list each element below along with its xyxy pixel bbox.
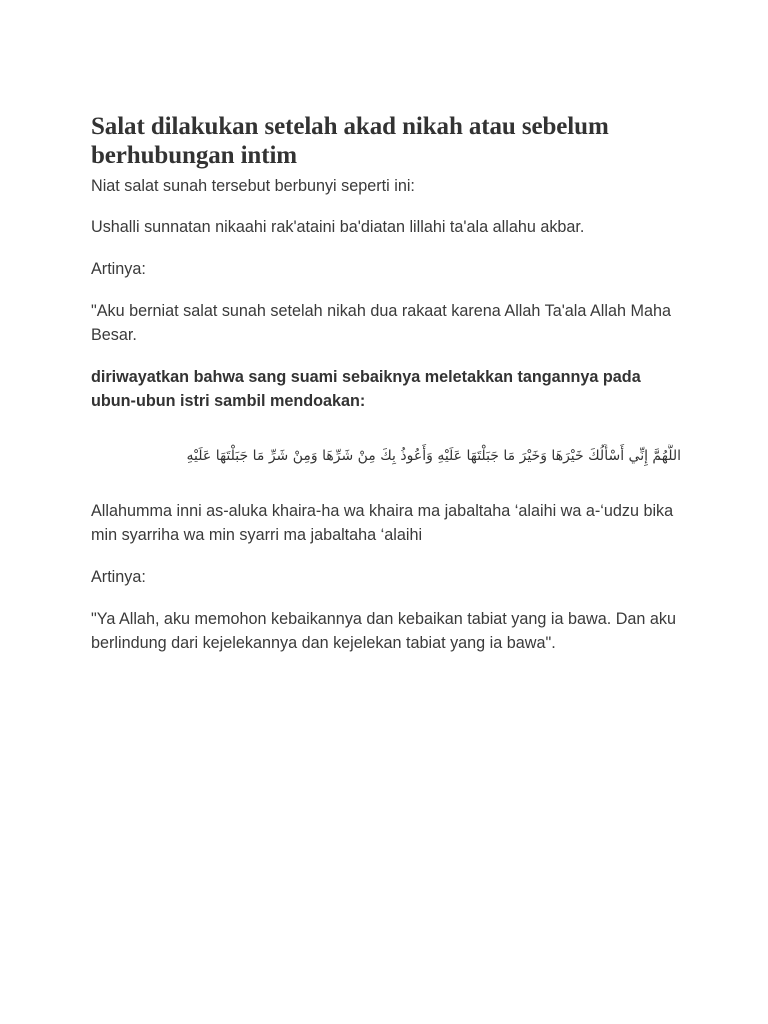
artinya-label-2: Artinya: [91,568,146,586]
instruction-text: diriwayatkan bahwa sang suami sebaiknya meletakkan tangannya pada ubun-ubun istri sambil mendoakan: [91,368,641,410]
doa-arabic-text: اللَّهُمَّ إِنِّي أَسْأَلُكَ خَيْرَهَا وَخَيْرَ مَا جَبَلْتَهَا عَلَيْهِ وَأَعُوذُ بِكَ مِنْ شَرِّهَا وَمِنْ شَرِّ مَا جَبَلْتَهَا عَلَيْهِ [186,448,681,464]
article-body [91,112,681,655]
artinya-label-1: Artinya: [91,260,146,278]
translation-text-2: "Ya Allah, aku memohon kebaikannya dan kebaikan tabiat yang ia bawa. Dan aku berlindung dari kejelekannya dan kejelekan tabiat yang ia bawa". [91,610,676,652]
niat-text: Ushalli sunnatan nikaahi rak'ataini ba'diatan lillahi ta'ala allahu akbar. [91,218,585,236]
section-heading: Salat dilakukan setelah akad nikah atau sebelum berhubungan intim [91,113,609,169]
translation-text-1: "Aku berniat salat sunah setelah nikah dua rakaat karena Allah Ta'ala Allah Maha Besar. [91,302,671,344]
intro-text: Niat salat sunah tersebut berbunyi seperti ini: [91,177,415,195]
doa-latin-text: Allahumma inni as-aluka khaira-ha wa khaira ma jabaltaha ‘alaihi wa a-‘udzu bika min syarriha wa min syarri ma jabaltaha ‘alaihi [91,502,674,544]
